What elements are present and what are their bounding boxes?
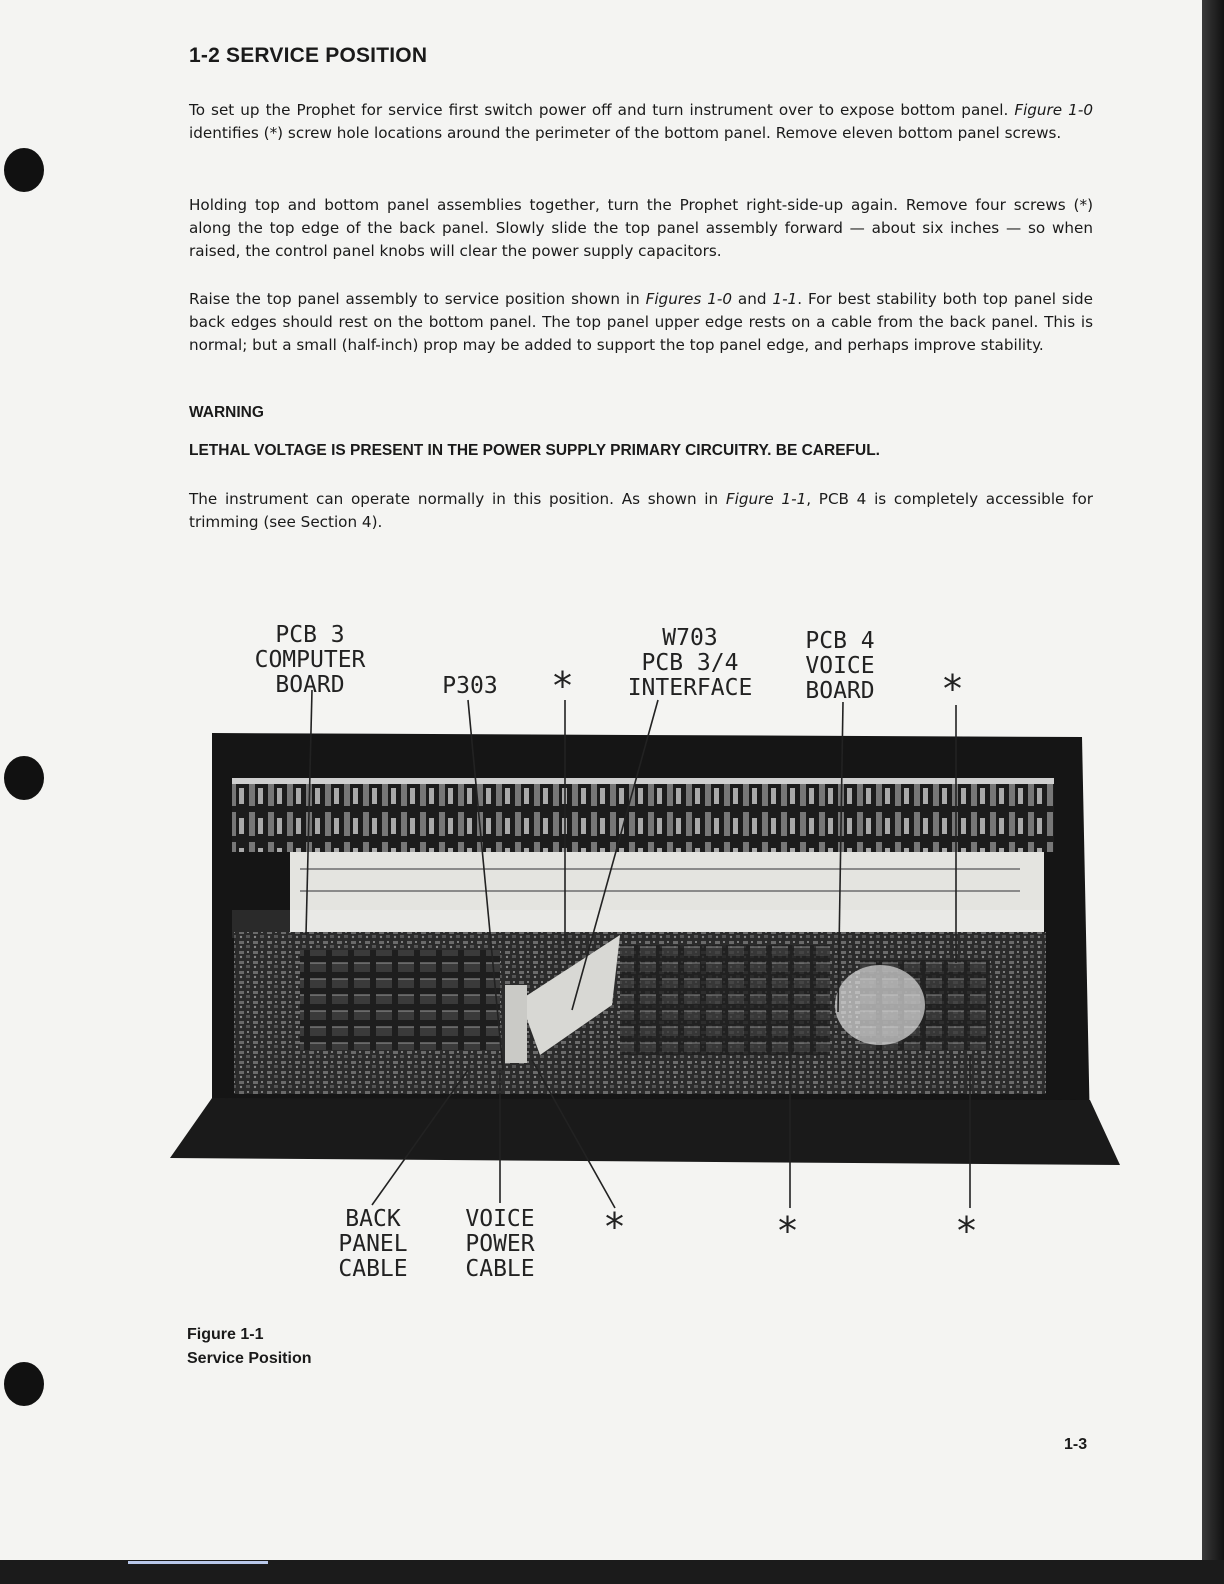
board-highlight	[835, 965, 925, 1045]
label-pcb4: PCB 4 VOICE BOARD	[805, 628, 875, 704]
figure-ref: Figure 1-1	[725, 490, 807, 508]
paragraph-4-text-a: The instrument can operate normally in this position. As shown in	[189, 490, 726, 508]
asterisk-marker: *	[943, 667, 962, 711]
section-heading: 1-2 SERVICE POSITION	[189, 44, 428, 67]
label-pcb3: PCB 3 COMPUTER BOARD	[254, 622, 366, 698]
page-number: 1-3	[1064, 1436, 1088, 1453]
bottom-panel	[170, 1098, 1120, 1165]
asterisk-marker: *	[605, 1205, 624, 1249]
paragraph-2: Holding top and bottom panel assemblies together, turn the Prophet right-side-up again. Remove four screws (*) along the top edge of the back panel. Slowly slide the top panel assembly forward — about six inches — so when raised, the control panel knobs will clear the power supply capacitors.	[189, 196, 1093, 260]
pcb3-chips	[300, 950, 500, 1050]
slider-rail	[232, 782, 1054, 852]
asterisk-marker: *	[778, 1209, 797, 1253]
label-p303: P303	[442, 673, 498, 699]
label-w703: W703 PCB 3/4 INTERFACE	[627, 625, 753, 701]
figure-caption-number: Figure 1-1	[187, 1326, 264, 1343]
label-voice-power-cable: VOICE POWER CABLE	[465, 1206, 535, 1282]
warning-title: WARNING	[189, 404, 264, 421]
figure-caption-title: Service Position	[187, 1350, 312, 1367]
asterisk-marker: *	[957, 1209, 976, 1253]
pcb4-chips-a	[620, 945, 830, 1055]
warning-text: LETHAL VOLTAGE IS PRESENT IN THE POWER SUPPLY PRIMARY CIRCUITRY. BE CAREFUL.	[189, 442, 880, 459]
rail-edge	[232, 778, 1054, 784]
asterisk-marker: *	[553, 664, 572, 708]
paragraph-3-and: and	[732, 290, 773, 308]
voice-power-cable-body	[505, 985, 527, 1063]
paragraph-1-text-b: identifies (*) screw hole locations around the perimeter of the bottom panel. Remove eleven bottom panel screws.	[189, 124, 1062, 142]
figure-ref: 1-1	[772, 290, 798, 308]
paragraph-3-text-a: Raise the top panel assembly to service position shown in	[189, 290, 646, 308]
figure-ref: Figures 1-0	[645, 290, 733, 308]
light-strip	[290, 852, 1044, 910]
paragraph-4-text-b: , PCB 4 is completely accessible for trimming (see Section 4).	[189, 490, 1093, 531]
paragraph-3-text-b: . For best stability both top panel side back edges should rest on the bottom panel. The top panel upper edge rests on a cable from the back panel. This is normal; but a small (half-inch) prop may be added to support the top panel edge, and perhaps improve stability.	[189, 290, 1093, 354]
paragraph-1-text-a: To set up the Prophet for service first switch power off and turn instrument over to expose bottom panel.	[189, 101, 1015, 119]
figure-ref: Figure 1-0	[1014, 101, 1093, 119]
label-back-panel-cable: BACK PANEL CABLE	[338, 1206, 408, 1282]
